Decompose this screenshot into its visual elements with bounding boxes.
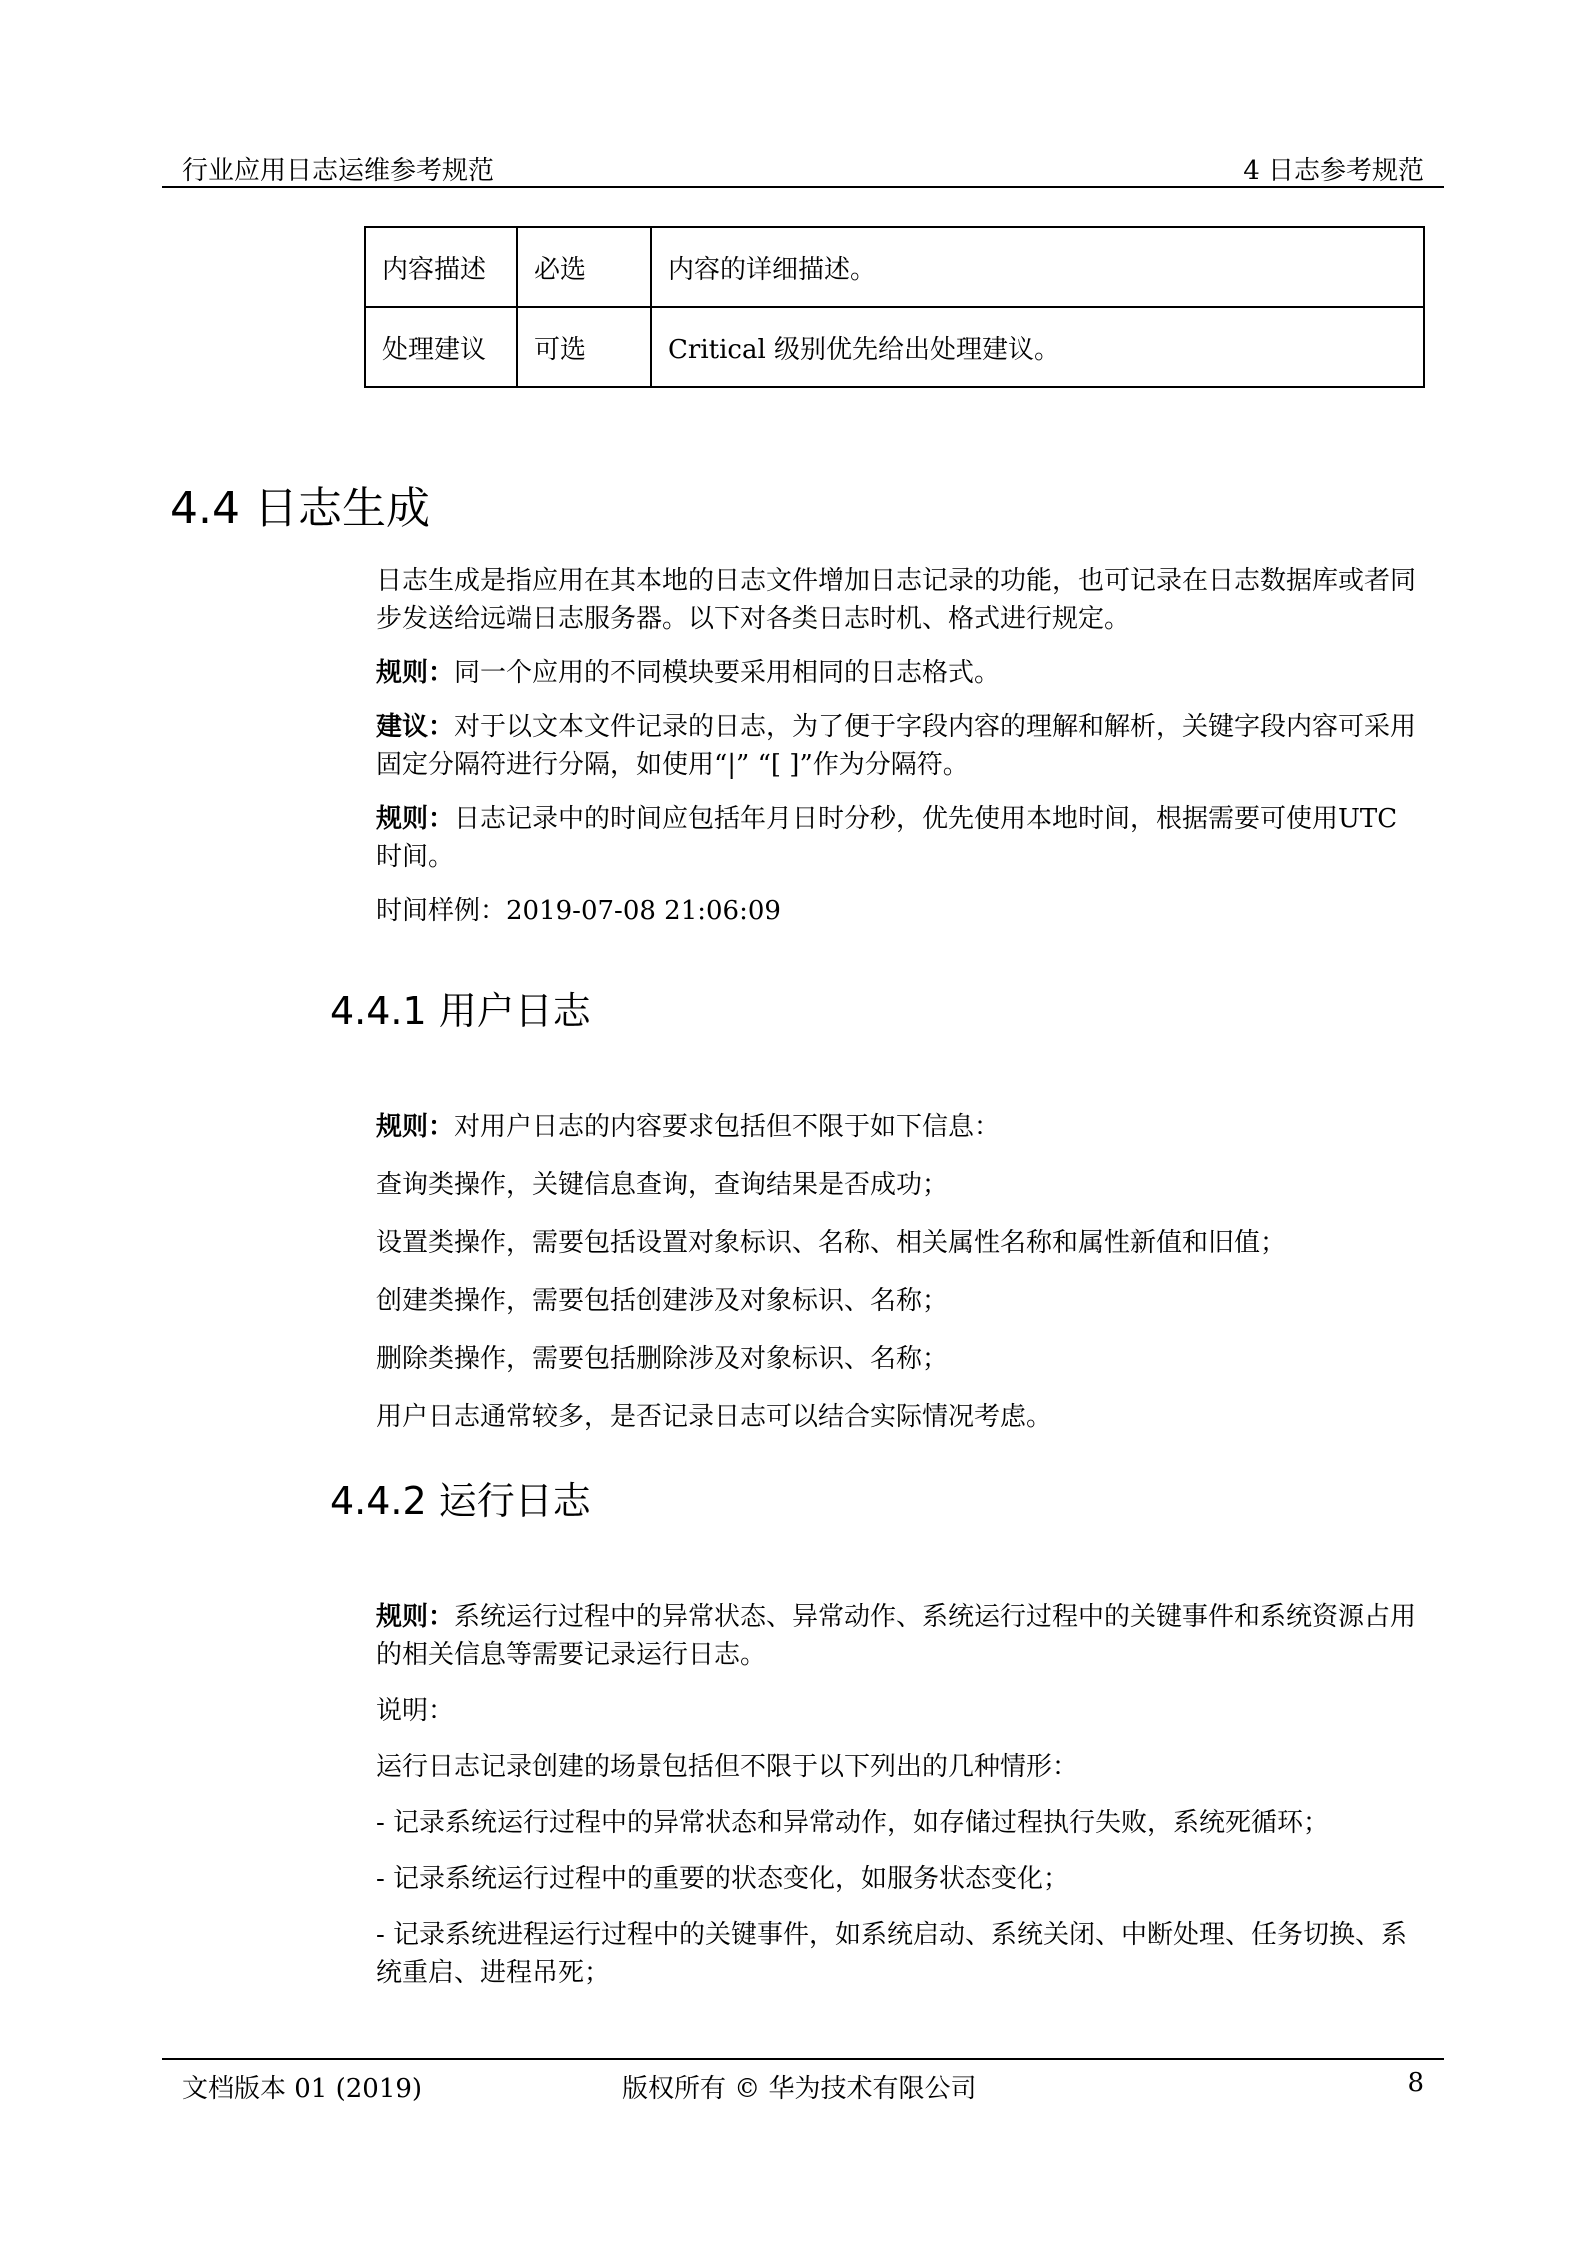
table-cell: 可选 [517,307,651,387]
rule-paragraph [376,800,1426,876]
table-cell: 处理建议 [365,307,517,387]
header-chapter: 4 日志参考规范 [1243,156,1424,186]
rule-text: 对用户日志的内容要求包括但不限于如下信息： [454,1112,1001,1142]
list-item: 用户日志通常较多，是否记录日志可以结合实际情况考虑。 [376,1402,1053,1432]
rule-label: 规则： [376,1602,455,1632]
table-cell: Critical 级别优先给出处理建议。 [651,307,1424,387]
paragraph: 运行日志记录创建的场景包括但不限于以下列出的几种情形： [376,1752,1079,1782]
table-cell: 内容描述 [365,227,517,307]
section-heading-4-4-1: 4.4.1 用户日志 [330,989,591,1033]
rule-text: 日志记录中的时间应包括年月日时分秒，优先使用本地时间，根据需要可使用UTC 时间。 [376,804,1398,872]
list-item: - 记录系统进程运行过程中的关键事件，如系统启动、系统关闭、中断处理、任务切换、系统重启、进程吊死； [376,1920,1408,1988]
footer-copyright: 版权所有 © 华为技术有限公司 [622,2074,977,2104]
page-header [162,150,1444,188]
suggestion-label: 建议： [376,712,455,742]
note-label: 说明： [376,1696,455,1726]
list-item: 创建类操作，需要包括创建涉及对象标识、名称； [376,1286,949,1316]
table-cell: 内容的详细描述。 [651,227,1424,307]
field-table [364,226,1425,388]
section-4-4-2-body [376,1598,1426,1992]
section-4-4-1-body [376,1108,1426,1436]
table-row [365,307,1424,387]
time-sample: 时间样例：2019-07-08 21:06:09 [376,896,781,926]
list-item: 设置类操作，需要包括设置对象标识、名称、相关属性名称和属性新值和旧值； [376,1228,1287,1258]
list-item: - 记录系统运行过程中的异常状态和异常动作，如存储过程执行失败，系统死循环； [376,1808,1330,1838]
header-doc-title: 行业应用日志运维参考规范 [182,156,495,186]
footer-version: 文档版本 01 (2019) [182,2074,423,2104]
page-footer [162,2058,1444,2104]
rule-label: 规则： [376,804,455,834]
rule-text: 系统运行过程中的异常状态、异常动作、系统运行过程中的关键事件和系统资源占用的相关信息等需要记录运行日志。 [376,1602,1417,1670]
section-4-4-body [376,562,1426,930]
table-row [365,227,1424,307]
page-number: 8 [1407,2068,1424,2098]
rule-label: 规则： [376,1112,455,1142]
rule-text: 同一个应用的不同模块要采用相同的日志格式。 [454,658,1001,688]
paragraph: 日志生成是指应用在其本地的日志文件增加日志记录的功能，也可记录在日志数据库或者同步发送给远端日志服务器。以下对各类日志时机、格式进行规定。 [376,566,1417,634]
suggestion-text: 对于以文本文件记录的日志，为了便于字段内容的理解和解析，关键字段内容可采用固定分隔符进行分隔，如使用“|” “[ ]”作为分隔符。 [376,712,1417,780]
list-item: - 记录系统运行过程中的重要的状态变化，如服务状态变化； [376,1864,1070,1894]
rule-paragraph [376,1598,1426,1674]
section-heading-4-4: 4.4 日志生成 [170,483,430,534]
table-cell: 必选 [517,227,651,307]
rule-label: 规则： [376,658,455,688]
rule-paragraph [376,654,1426,692]
section-heading-4-4-2: 4.4.2 运行日志 [330,1479,591,1523]
rule-paragraph [376,1108,1426,1146]
list-item: 查询类操作，关键信息查询，查询结果是否成功； [376,1170,949,1200]
suggestion-paragraph [376,708,1426,784]
list-item: 删除类操作，需要包括删除涉及对象标识、名称； [376,1344,949,1374]
